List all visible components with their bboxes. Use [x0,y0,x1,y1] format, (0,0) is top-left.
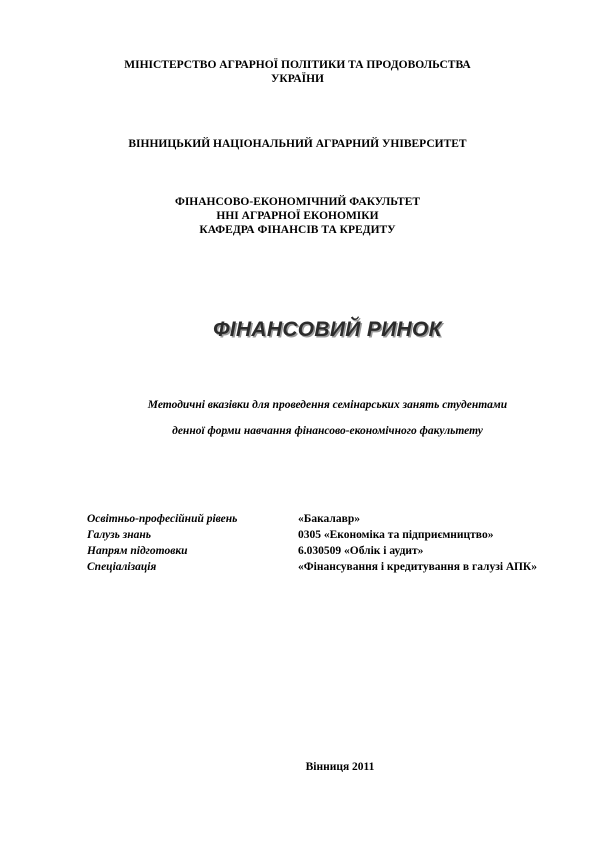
document-title: ФІНАНСОВИЙ РИНОК [213,318,442,341]
department-name: КАФЕДРА ФІНАНСІВ ТА КРЕДИТУ [199,224,396,236]
description-line-1: Методичні вказівки для проведення семінарських занять студентами [147,399,508,411]
spec-value: «Фінансування і кредитування в галузі АПК» [298,561,537,573]
spec-row-knowledge-field [0,528,595,544]
institute-name: ННІ АГРАРНОЇ ЕКОНОМІКИ [216,210,379,222]
spec-row-education-level [0,512,595,528]
place-and-year: Вінниця 2011 [305,761,375,773]
ministry-name-line2: УКРАЇНИ [270,73,324,85]
spec-label: Спеціалізація [87,561,157,573]
faculty-name: ФІНАНСОВО-ЕКОНОМІЧНИЙ ФАКУЛЬТЕТ [174,196,421,208]
spec-label: Напрям підготовки [87,545,188,557]
spec-row-specialization [0,560,595,576]
spec-value: «Бакалавр» [298,513,360,525]
spec-value: 6.030509 «Облік і аудит» [298,545,424,557]
spec-row-training-direction [0,544,595,560]
description-line-2: денної форми навчання фінансово-економічного факультету [172,425,483,437]
university-name: ВІННИЦЬКИЙ НАЦІОНАЛЬНИЙ АГРАРНИЙ УНІВЕРСИТЕТ [128,138,467,150]
spec-value: 0305 «Економіка та підприємництво» [298,529,494,541]
spec-label: Галузь знань [87,529,151,541]
ministry-name-line1: МІНІСТЕРСТВО АГРАРНОЇ ПОЛІТИКИ ТА ПРОДОВОЛЬСТВА [124,59,471,71]
spec-label: Освітньо-професійний рівень [87,513,238,525]
